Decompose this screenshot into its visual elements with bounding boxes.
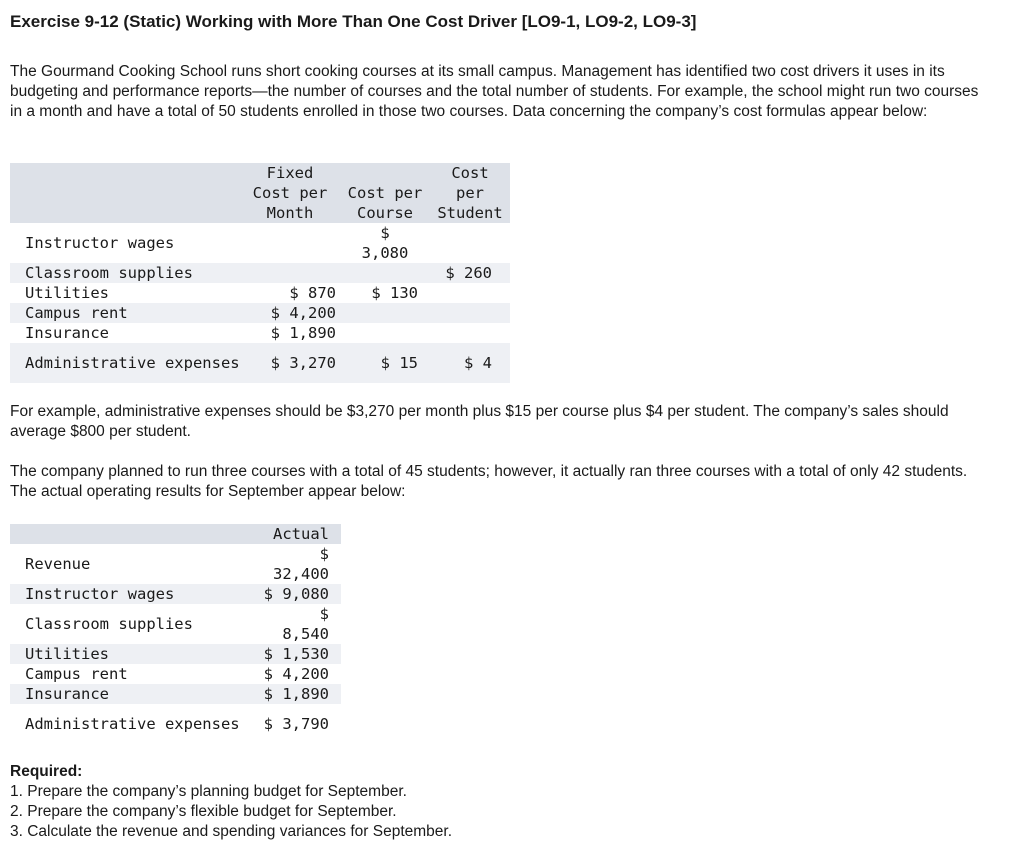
- table-row: [10, 604, 341, 644]
- fixed-value: [240, 263, 340, 283]
- header-cost-per-course: Cost per Course: [340, 163, 430, 223]
- required-section: [10, 762, 452, 842]
- actual-value: $ 3,790: [250, 704, 341, 744]
- required-item: 1. Prepare the company’s planning budget for September.: [10, 783, 407, 800]
- row-label: Campus rent: [10, 664, 250, 684]
- required-heading: Required:: [10, 763, 83, 780]
- row-label: Instructor wages: [10, 584, 250, 604]
- table-row: [10, 343, 510, 383]
- course-value: [340, 303, 430, 323]
- table-row: [10, 323, 510, 343]
- student-value: [430, 303, 510, 323]
- fixed-value: $ 3,270: [240, 343, 340, 383]
- header-fixed-cost: Fixed Cost per Month: [240, 163, 340, 223]
- student-value: $ 260: [430, 263, 510, 283]
- row-label: Administrative expenses: [10, 704, 250, 744]
- table-row: [10, 283, 510, 303]
- actual-value: $ 4,200: [250, 664, 341, 684]
- course-value: $ 3,080: [340, 223, 430, 263]
- fixed-value: $ 1,890: [240, 323, 340, 343]
- cost-table-corner: [10, 163, 240, 223]
- table-row: [10, 684, 341, 704]
- header-cost-per-student: Cost per Student: [430, 163, 510, 223]
- actual-table-corner: [10, 524, 250, 544]
- actual-value: $ 8,540: [250, 604, 341, 644]
- student-value: [430, 323, 510, 343]
- example-paragraph: For example, administrative expenses should be $3,270 per month plus $15 per course plus $4 per student. The company’s sales should average $800 per student.: [10, 403, 949, 440]
- fixed-value: $ 4,200: [240, 303, 340, 323]
- table-row: [10, 664, 341, 684]
- table-row: [10, 644, 341, 664]
- student-value: [430, 283, 510, 303]
- student-value: $ 4: [430, 343, 510, 383]
- table-row: [10, 303, 510, 323]
- table-row: [10, 223, 510, 263]
- row-label: Classroom supplies: [10, 604, 250, 644]
- fixed-value: [240, 223, 340, 263]
- intro-paragraph: The Gourmand Cooking School runs short cooking courses at its small campus. Management has identified two cost drivers it uses in its budgeting and performance reports—the number of courses and the total number of students. For example, the school might run two courses in a month and have a total of 50 students enrolled in those two courses. Data concerning the company’s cost formulas appear below:: [10, 63, 979, 120]
- planned-paragraph: The company planned to run three courses with a total of 45 students; however, it actually ran three courses with a total of only 42 students. The actual operating results for September appear below:: [10, 463, 968, 500]
- row-label: Revenue: [10, 544, 250, 584]
- cost-table-header-row: [10, 163, 510, 223]
- row-label: Classroom supplies: [10, 263, 240, 283]
- row-label: Campus rent: [10, 303, 240, 323]
- row-label: Insurance: [10, 323, 240, 343]
- required-item: 2. Prepare the company’s flexible budget for September.: [10, 803, 397, 820]
- required-item: 3. Calculate the revenue and spending variances for September.: [10, 823, 453, 840]
- course-value: $ 15: [340, 343, 430, 383]
- table-row: [10, 584, 341, 604]
- row-label: Administrative expenses: [10, 343, 240, 383]
- table-row: [10, 544, 341, 584]
- fixed-value: $ 870: [240, 283, 340, 303]
- table-row: [10, 263, 510, 283]
- course-value: [340, 323, 430, 343]
- student-value: [430, 223, 510, 263]
- row-label: Utilities: [10, 283, 240, 303]
- actual-value: $ 32,400: [250, 544, 341, 584]
- cost-formula-table: [10, 163, 510, 383]
- header-actual: Actual: [250, 524, 341, 544]
- actual-results-table: [10, 524, 341, 744]
- course-value: [340, 263, 430, 283]
- exercise-title: Exercise 9-12 (Static) Working with More Than One Cost Driver [LO9-1, LO9-2, LO9-3]: [10, 12, 697, 31]
- course-value: $ 130: [340, 283, 430, 303]
- actual-value: $ 9,080: [250, 584, 341, 604]
- actual-value: $ 1,530: [250, 644, 341, 664]
- row-label: Insurance: [10, 684, 250, 704]
- actual-table-header-row: [10, 524, 341, 544]
- actual-value: $ 1,890: [250, 684, 341, 704]
- row-label: Instructor wages: [10, 223, 240, 263]
- row-label: Utilities: [10, 644, 250, 664]
- table-row: [10, 704, 341, 744]
